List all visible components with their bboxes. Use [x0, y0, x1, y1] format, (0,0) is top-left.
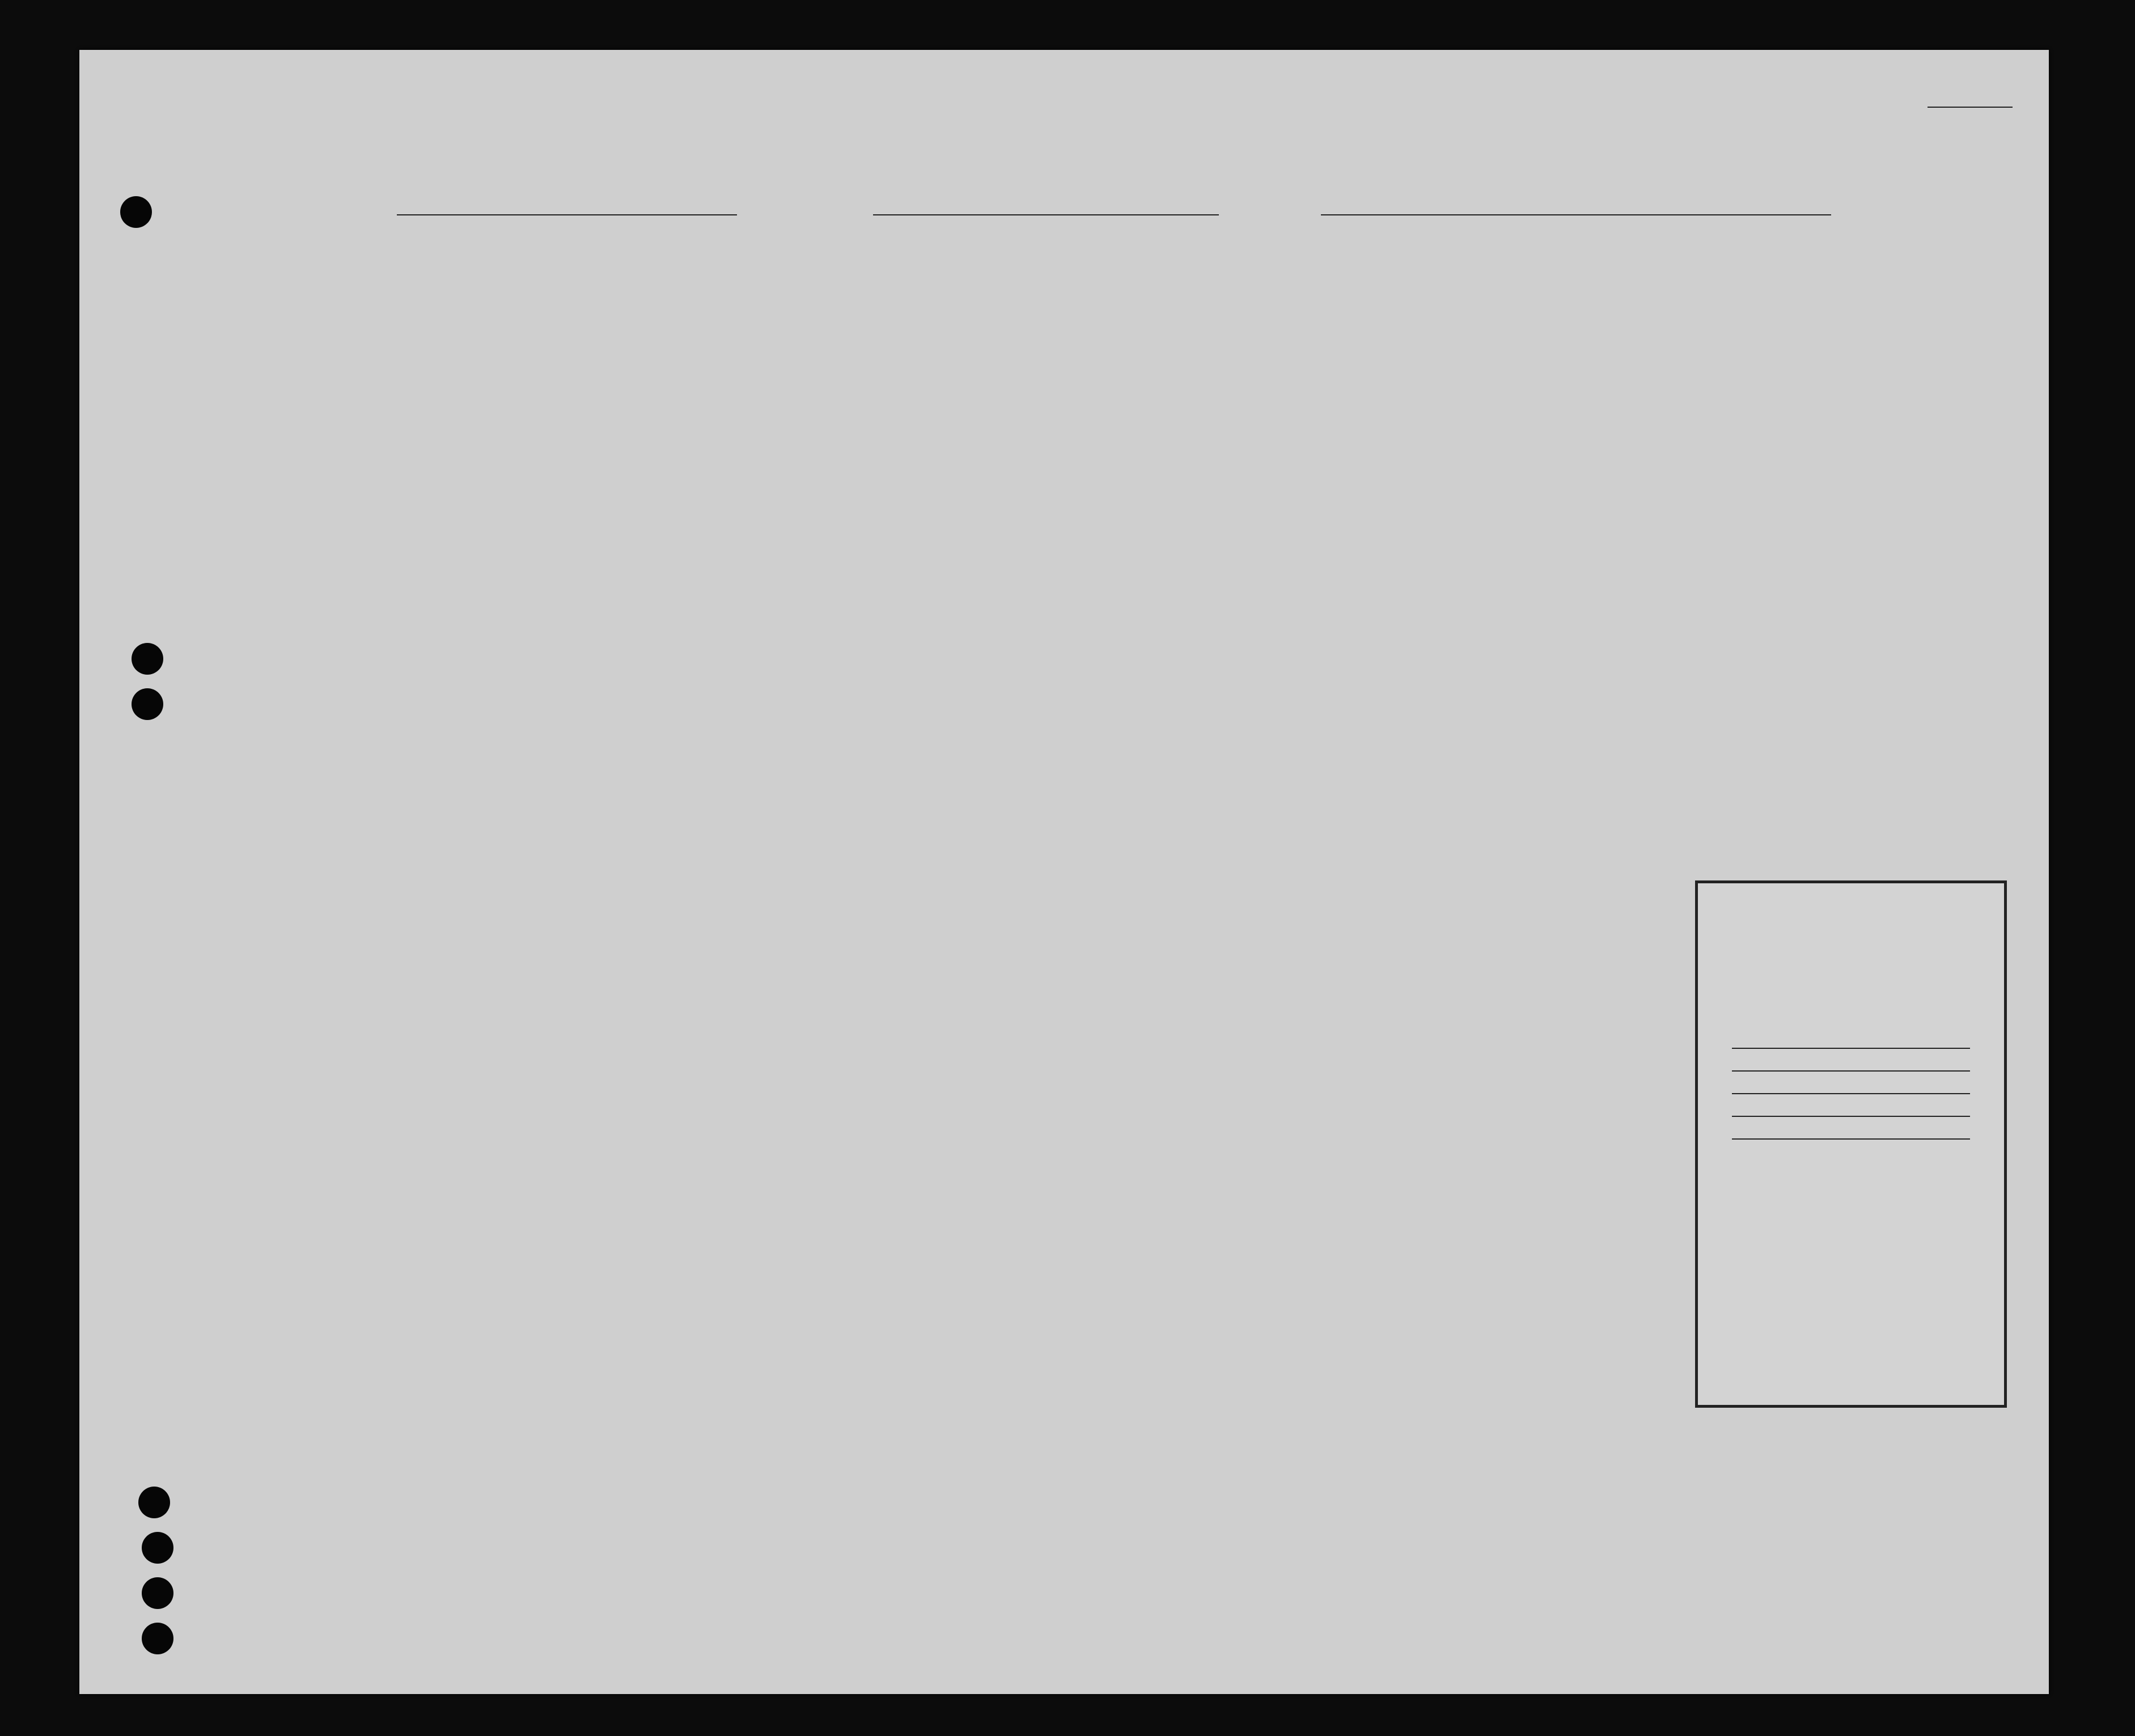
stamp-rule — [1732, 1116, 1970, 1117]
stamp-rule — [1732, 1048, 1970, 1049]
manifest-sheet — [79, 50, 2049, 1694]
stamp-rule — [1732, 1070, 1970, 1072]
stamp-rule — [1732, 1138, 1970, 1140]
manifest-grid — [79, 50, 2049, 1694]
stamp-rule — [1732, 1093, 1970, 1094]
consulate-stamp — [1695, 880, 2007, 1408]
